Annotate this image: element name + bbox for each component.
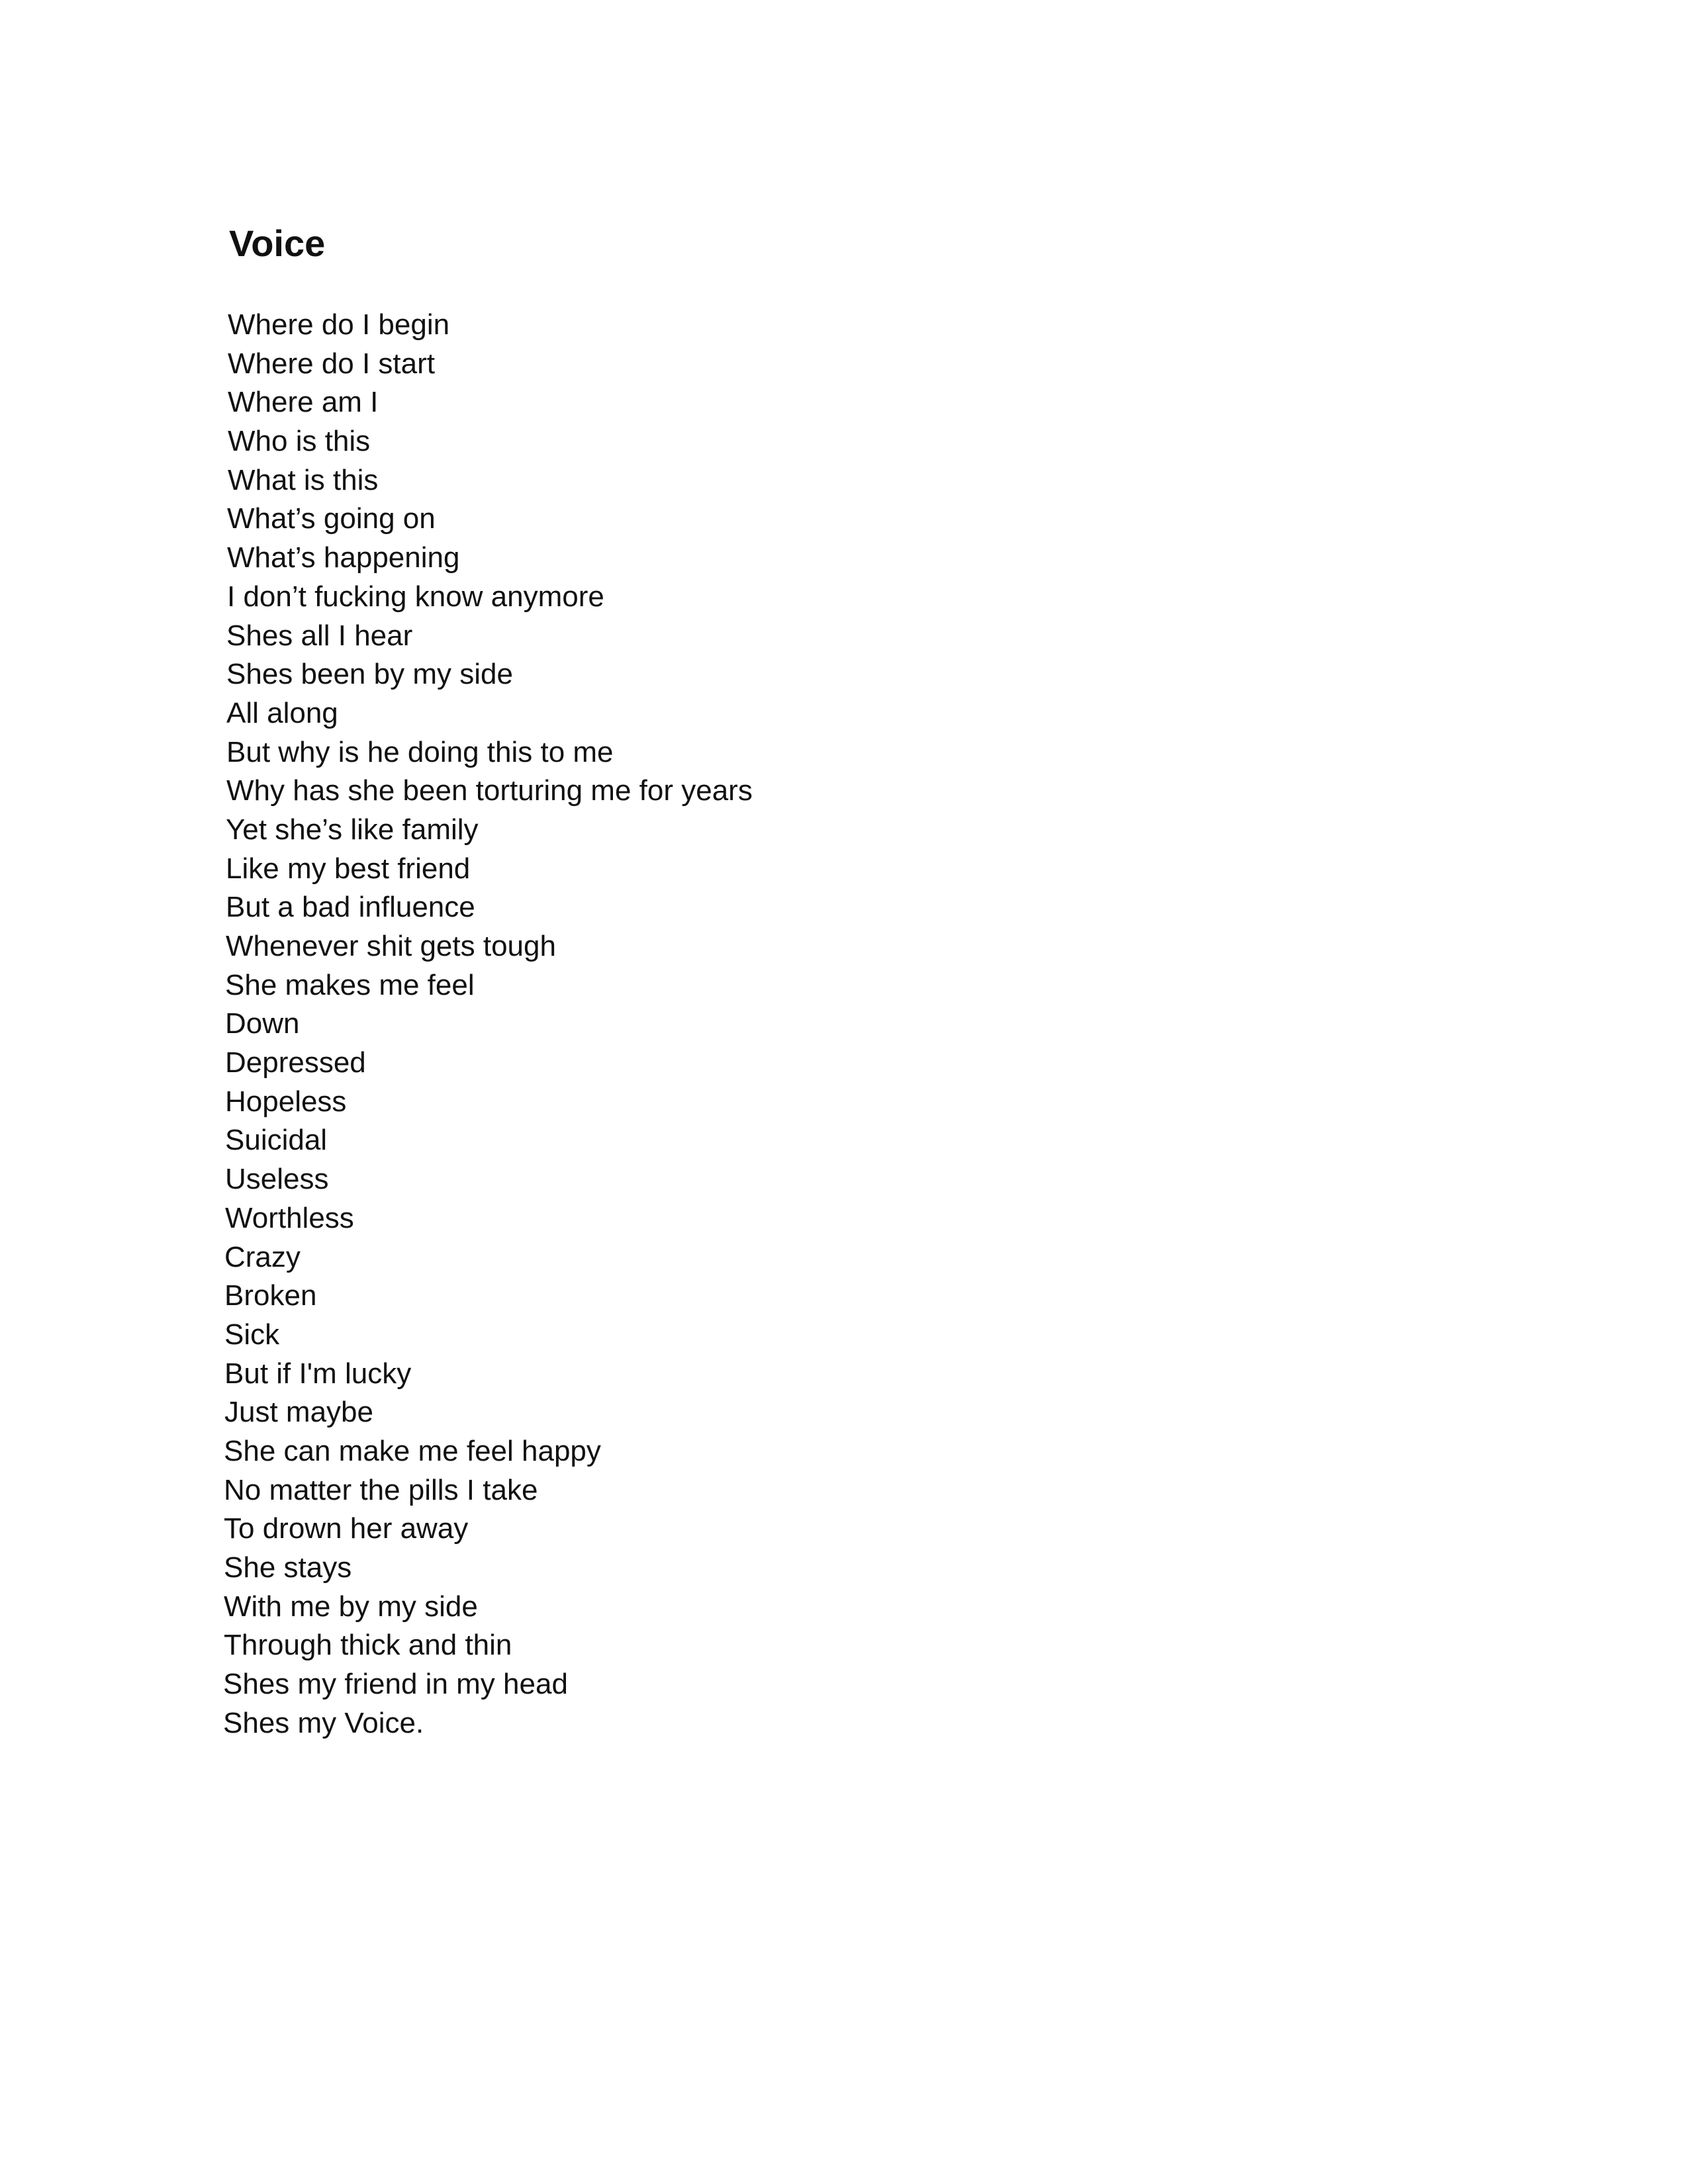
poem-line: Depressed bbox=[225, 1046, 366, 1079]
poem-line: Suicidal bbox=[225, 1124, 328, 1157]
poem-title: Voice bbox=[229, 222, 326, 264]
poem-line: Where am I bbox=[228, 386, 379, 419]
poem-line: But if I'm lucky bbox=[224, 1357, 412, 1390]
poem-line: What is this bbox=[228, 463, 379, 496]
poem-line: Shes been by my side bbox=[226, 658, 513, 691]
poem-line: But why is he doing this to me bbox=[226, 735, 614, 768]
poem-line: Yet she’s like family bbox=[226, 813, 479, 846]
poem-line: Where do I begin bbox=[228, 308, 450, 341]
poem-line: All along bbox=[226, 696, 338, 729]
poem-line: Shes my Voice. bbox=[223, 1706, 424, 1739]
poem-line: Whenever shit gets tough bbox=[226, 930, 556, 962]
poem-line: She stays bbox=[224, 1551, 352, 1584]
poem-line: She can make me feel happy bbox=[224, 1434, 601, 1467]
poem-line: What’s happening bbox=[227, 541, 460, 574]
poem-line: Why has she been torturing me for years bbox=[226, 774, 753, 807]
poem bbox=[223, 222, 1217, 1743]
poem-line: Worthless bbox=[225, 1201, 354, 1234]
poem-line: Crazy bbox=[224, 1240, 301, 1273]
poem-line: Who is this bbox=[228, 425, 371, 458]
poem-line: Where do I start bbox=[228, 347, 436, 380]
poem-line: With me by my side bbox=[224, 1590, 478, 1623]
poem-line: Just maybe bbox=[224, 1396, 373, 1429]
poem-line: No matter the pills I take bbox=[224, 1473, 538, 1506]
poem-line: Sick bbox=[224, 1318, 280, 1351]
poem-line: She makes me feel bbox=[225, 968, 475, 1001]
poem-line: To drown her away bbox=[224, 1512, 469, 1545]
poem-line: Useless bbox=[225, 1163, 329, 1196]
poem-line: Shes all I hear bbox=[226, 619, 413, 652]
poem-line: Through thick and thin bbox=[224, 1629, 512, 1662]
poem-line: I don’t fucking know anymore bbox=[227, 580, 604, 613]
poem-lines bbox=[224, 306, 1217, 1743]
poem-line: Like my best friend bbox=[226, 852, 471, 885]
poem-line: But a bad influence bbox=[226, 891, 475, 924]
poem-line: What’s going on bbox=[227, 502, 436, 535]
poem-line: Down bbox=[225, 1007, 300, 1040]
poem-line: Broken bbox=[224, 1279, 317, 1312]
poem-line: Hopeless bbox=[225, 1085, 347, 1118]
poem-line: Shes my friend in my head bbox=[223, 1668, 568, 1701]
